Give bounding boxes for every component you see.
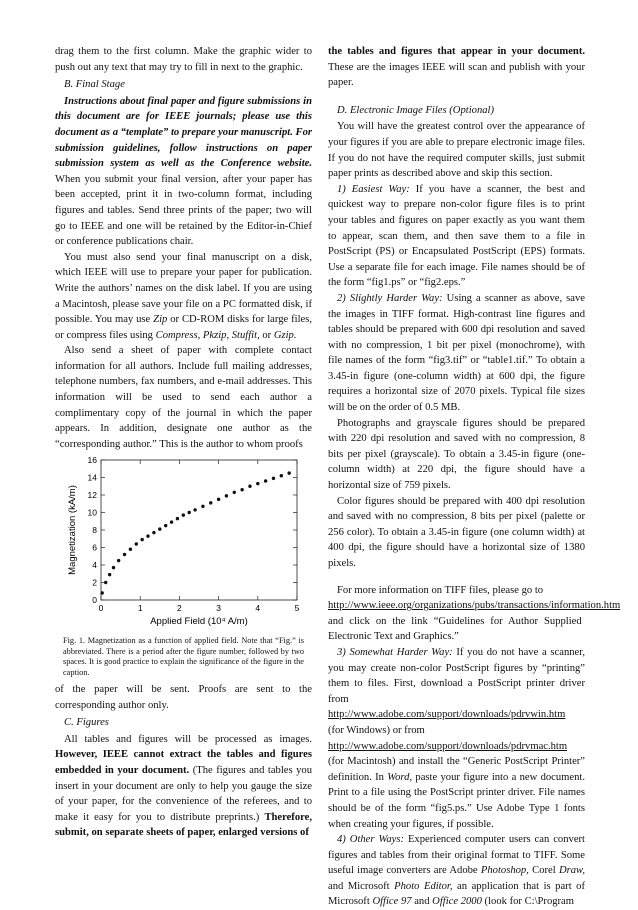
word-app-name: Word, bbox=[387, 771, 413, 783]
office97-name: Office 97 bbox=[372, 896, 412, 908]
x-axis-label: Applied Field (10⁴ A/m) bbox=[150, 616, 248, 628]
data-point bbox=[233, 491, 236, 494]
y-tick-label: 6 bbox=[92, 542, 97, 553]
paragraph-top bbox=[328, 44, 585, 91]
figures-text-c: (The figures and tables you insert in your document are only to help you gauge the size of your paper, for the convenience of the referees, and to make it easy for you to distribute preprints.) bbox=[55, 765, 312, 823]
data-point bbox=[272, 477, 275, 480]
data-point bbox=[256, 482, 259, 485]
figure-1-caption: Fig. 1. Magnetization as a function of applied field. Note that “Fig.” is abbreviated. There is a period after the figure number, followed by two spaces. It is good practice to explain the significance of the figure in the caption. bbox=[63, 636, 304, 677]
y-tick-label: 2 bbox=[92, 577, 97, 588]
office2000-name: Office 2000 bbox=[432, 896, 482, 908]
disk-text-a: You must also send your final manuscript on a disk, which IEEE will use to prepare your paper for publication. Write the authors’ names on the disk label. If you are using a Macintosh, please save your file on a PC formatted disk, if possible. You may use bbox=[55, 251, 312, 326]
paragraph-final-stage bbox=[55, 94, 312, 250]
right-column bbox=[328, 44, 621, 910]
paragraph-electronic-intro: You will have the greatest control over the appearance of your figures if you are able to prepare electronic image files. If you do not have the required computer skills, just submit paper prints as described above and skip this section. bbox=[328, 121, 585, 180]
data-point bbox=[112, 566, 115, 569]
slightly-harder-way-text: Using a scanner as above, save the images in TIFF format. High-contrast line figures and tables should be prepared with 600 dpi resolution and saved with no compression, 1 bit per pixel (monochrome), with file names of the form “fig3.tif” or “table1.tif.” To obtain a 3.45-in figure (one-column width) at 600 dpi, the figure requires a horizontal size of 2070 pixels. Typical file sizes will be on the order of 0.5 MB. bbox=[328, 292, 585, 414]
paragraph-contact-sheet: Also send a sheet of paper with complete contact information for all authors. Include full mailing addresses, telephone numbers, fax numbers, and e-mail addresses. This information will be used to send each author a complimentary copy of the journal in which the paper appears. In addition, designate one author as the “corresponding author.” This is the author to whom proofs bbox=[55, 345, 312, 450]
data-point bbox=[240, 488, 243, 491]
easiest-way-text: If you have a scanner, the best and quickest way to prepare non-color figure files is to print your tables and figures on paper exactly as you want them to appear, scan them, and then save them to a file in PostScript (PS) or Encapsulated PostScript (EPS) formats. Use a separate file for each image. File names should be of the form “fig1.ps” or “fig2.eps.” bbox=[328, 183, 585, 289]
data-point bbox=[248, 485, 251, 488]
easiest-way-label: 1) Easiest Way: bbox=[337, 183, 410, 195]
x-tick-label: 3 bbox=[216, 603, 221, 614]
somewhat-harder-way-text: If you do not have a scanner, you may create non-color PostScript figures by “printing” them to files. First, download a PostScript printer driver from bbox=[328, 646, 586, 705]
other-ways-text-a: Experienced computer users can convert figures and tables from their original format to TIFF. Some useful image converters are Adobe bbox=[328, 834, 585, 877]
figures-bold-submit: Therefore, submit, on separate sheets of paper, enlarged versions of bbox=[55, 811, 312, 839]
data-point bbox=[182, 514, 185, 517]
paragraph-other-ways bbox=[328, 832, 585, 910]
paragraph-spacer bbox=[328, 572, 585, 583]
windows-note: (for Windows) or from bbox=[328, 724, 425, 736]
y-tick-label: 16 bbox=[87, 455, 97, 466]
data-point bbox=[146, 535, 149, 538]
paragraph-after-figure: of the paper will be sent. Proofs are sent to the corresponding author only. bbox=[55, 684, 312, 711]
data-point bbox=[280, 474, 283, 477]
data-point bbox=[193, 509, 196, 512]
data-point bbox=[104, 581, 107, 584]
figures-bold-warning: However, IEEE cannot extract the tables and figures embedded in your document. bbox=[55, 749, 312, 777]
data-point bbox=[117, 559, 120, 562]
photo-editor-name: Photo Editor, bbox=[394, 880, 453, 892]
mac-note-text-a: (for Macintosh) and install the “Generic PostScript Printer” definition. In bbox=[328, 756, 585, 783]
paragraph-disk bbox=[55, 250, 312, 344]
y-tick-label: 8 bbox=[92, 525, 97, 536]
paragraph-mac-note bbox=[328, 754, 585, 832]
other-ways-text-b: Corel bbox=[528, 865, 559, 877]
data-point bbox=[164, 524, 167, 527]
data-point bbox=[158, 528, 161, 531]
data-point bbox=[152, 531, 155, 534]
paragraph-tiff-info: For more information on TIFF files, please go to bbox=[337, 584, 544, 596]
somewhat-harder-way-label: 3) Somewhat Harder Way: bbox=[337, 646, 453, 658]
paragraph-photographs: Photographs and grayscale figures should be prepared with 220 dpi resolution and saved with no compression, 8 bits per pixel (grayscale). To obtain a 3.45-in figure (one-column width) at 220 dpi, the figure should have a horizontal size of 759 pixels. bbox=[328, 417, 585, 492]
y-tick-label: 4 bbox=[92, 560, 97, 571]
section-heading-figures: C. Figures bbox=[64, 717, 109, 729]
data-point bbox=[217, 498, 220, 501]
section-heading-electronic-image-files: D. Electronic Image Files (Optional) bbox=[337, 104, 495, 116]
photoshop-name: Photoshop, bbox=[480, 865, 529, 877]
disk-text-c: or bbox=[259, 329, 274, 341]
y-tick-label: 12 bbox=[87, 490, 97, 501]
disk-zip: Zip bbox=[153, 314, 168, 326]
data-point bbox=[201, 505, 204, 508]
disk-compress-list: Compress, Pkzip, Stuffit, bbox=[155, 329, 260, 341]
paragraph-slightly-harder-way bbox=[328, 291, 585, 416]
x-tick-label: 4 bbox=[255, 603, 261, 614]
y-axis-label: Magnetization (kA/m) bbox=[67, 485, 78, 576]
data-point bbox=[108, 573, 111, 576]
y-tick-label: 0 bbox=[92, 595, 97, 606]
paragraph-intro: drag them to the first column. Make the graphic wider to push out any text that may try to fill in next to the graphic. bbox=[55, 46, 312, 73]
other-ways-text-d: an application that is part of Microsoft bbox=[328, 880, 586, 908]
final-stage-text: When you submit your final version, after your paper has been accepted, print it in two-column format, including figures and tables. Send three prints of the paper; two will go to IEEE and one will be retained by the Editor-in-Chief or conference publications chair. bbox=[55, 173, 312, 248]
top-text: These are the images IEEE will scan and publish with your paper. bbox=[328, 61, 585, 89]
figures-text-a: All tables and figures will be processed as images. bbox=[64, 733, 312, 745]
x-tick-label: 0 bbox=[98, 603, 104, 614]
data-point bbox=[188, 511, 191, 514]
data-point bbox=[100, 592, 103, 595]
x-tick-label: 2 bbox=[177, 603, 182, 614]
data-point bbox=[170, 521, 173, 524]
tiff-link-text: and click on the link “Guidelines for Author Supplied Electronic Text and Graphics.” bbox=[328, 615, 582, 643]
data-point bbox=[209, 502, 212, 505]
paragraph-color-figures: Color figures should be prepared with 400 dpi resolution and saved with no compression, 8 bits per pixel (palette or 256 color). To obtain a 3.45-in figure (one column width) at 400 dpi, the figure should have a horizontal size of 1380 pixels. bbox=[328, 495, 585, 569]
mac-note-text-b: paste your figure into a new document. Print to a file using the PostScript printer driver. File names should be of the form “fig5.ps.” Use Adobe Type 1 fonts when creating your figures, if possible. bbox=[328, 771, 585, 830]
top-bold-text: the tables and figures that appear in your document. bbox=[328, 46, 585, 57]
data-point bbox=[123, 553, 126, 556]
other-ways-label: 4) Other Ways: bbox=[337, 834, 404, 846]
paragraph-easiest-way bbox=[328, 182, 585, 291]
final-stage-instructions: Instructions about final paper and figure submissions in this document are for IEEE journals; please use this document as a “template” to prepare your manuscript. For submission guidelines, follow instructions on paper submission system as well as the Conference website. bbox=[55, 95, 312, 170]
disk-gzip: Gzip. bbox=[273, 329, 297, 341]
data-point bbox=[264, 480, 267, 483]
x-tick-label: 1 bbox=[137, 603, 143, 614]
adobe-windows-driver-link[interactable]: http://www.adobe.com/support/downloads/pdrvwin.htm bbox=[328, 709, 566, 721]
other-ways-text-c: and Microsoft bbox=[328, 880, 395, 892]
paragraph-figures bbox=[55, 732, 312, 841]
data-point bbox=[287, 472, 290, 475]
disk-text-b: or CD-ROM disks for large files, or compress files using bbox=[55, 314, 312, 341]
data-point bbox=[129, 548, 132, 551]
other-ways-text-f: (look for C:\Program bbox=[481, 896, 575, 908]
y-tick-label: 10 bbox=[87, 507, 97, 518]
draw-name: Draw, bbox=[558, 865, 585, 877]
paragraph-tiff-link bbox=[328, 598, 621, 645]
other-ways-text-e: and bbox=[411, 896, 433, 908]
magnetization-chart bbox=[55, 454, 312, 632]
data-point bbox=[140, 538, 143, 541]
x-tick-label: 5 bbox=[294, 603, 300, 614]
paragraph-somewhat-harder-way bbox=[328, 645, 585, 707]
data-point bbox=[135, 543, 138, 546]
data-point bbox=[225, 495, 228, 498]
left-column bbox=[55, 44, 312, 841]
figure-1 bbox=[55, 454, 312, 632]
adobe-mac-driver-link[interactable]: http://www.adobe.com/support/downloads/pdrvmac.htm bbox=[328, 740, 568, 752]
ieee-information-link[interactable]: http://www.ieee.org/organizations/pubs/transactions/information.htm bbox=[328, 600, 621, 612]
data-point bbox=[176, 517, 179, 520]
slightly-harder-way-label: 2) Slightly Harder Way: bbox=[337, 292, 443, 304]
plot-frame bbox=[101, 460, 297, 600]
y-tick-label: 14 bbox=[87, 472, 97, 483]
section-heading-final-stage: B. Final Stage bbox=[64, 79, 125, 91]
